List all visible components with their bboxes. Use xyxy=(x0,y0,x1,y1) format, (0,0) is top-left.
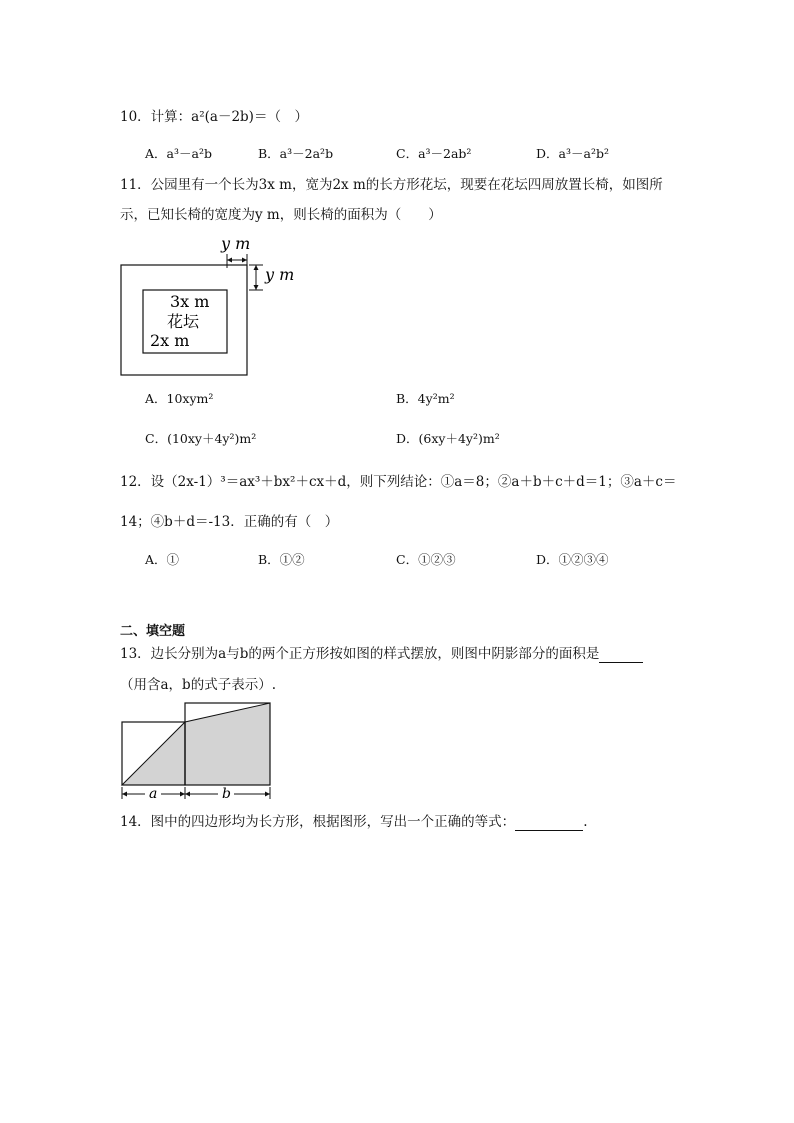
q12-stem-line2: 14；④b＋d＝-13．正确的有（ ） xyxy=(120,514,339,530)
q14-stem-tail: . xyxy=(583,814,588,830)
section-fill-in-title: 二、填空题 xyxy=(120,624,186,639)
q13-stem-line2: （用含a，b的式子表示）. xyxy=(120,677,276,693)
q13-label-b: b xyxy=(222,786,231,802)
q14-stem-text: 14．图中的四边形均为长方形，根据图形，写出一个正确的等式： xyxy=(120,814,516,830)
q11-option-b: B．4y²m² xyxy=(396,391,455,406)
q10-option-a: A．a³－a²b xyxy=(145,146,212,161)
q13-shaded-region xyxy=(122,703,270,785)
q12-option-c: C．①②③ xyxy=(396,552,456,567)
q13-stem-text: 13．边长分别为a与b的两个正方形按如图的样式摆放，则图中阴影部分的面积是 xyxy=(120,646,600,662)
q13-stem-line1 xyxy=(120,645,643,663)
q11-option-a: A．10xym² xyxy=(145,391,214,406)
q10-option-d: D．a³－a²b² xyxy=(536,146,609,161)
q11-label-top: y m xyxy=(221,234,251,253)
q12-option-a: A．① xyxy=(145,552,180,567)
q11-inner-label-length: 3x m xyxy=(170,292,210,311)
q10-option-b: B．a³－2a²b xyxy=(258,146,334,161)
q12-stem-line1: 12．设（2x-1）³＝ax³＋bx²＋cx＋d，则下列结论：①a＝8；②a＋b＋c＋d＝1；③a＋c＝ xyxy=(120,474,677,490)
q11-figure xyxy=(115,232,315,382)
q11-stem-line1: 11．公园里有一个长为3x m，宽为2x m的长方形花坛，现要在花坛四周放置长椅，如图所 xyxy=(120,177,663,193)
q14-stem-line xyxy=(120,813,587,831)
q12-option-d: D．①②③④ xyxy=(536,552,609,567)
q11-inner-label-bed: 花坛 xyxy=(167,312,200,331)
q10-option-c: C．a³－2ab² xyxy=(396,146,472,161)
q13-label-a: a xyxy=(149,786,158,802)
q12-option-b: B．①② xyxy=(258,552,305,567)
q11-option-d: D．(6xy＋4y²)m² xyxy=(396,431,500,446)
q13-answer-blank[interactable] xyxy=(599,648,643,663)
q11-stem-line2: 示，已知长椅的宽度为y m，则长椅的面积为（ ） xyxy=(120,207,442,223)
q11-label-right: y m xyxy=(265,265,295,284)
q11-inner-label-width: 2x m xyxy=(150,331,190,350)
q10-stem: 10．计算：a²(a－2b)＝（ ） xyxy=(120,109,308,125)
q11-option-c: C．(10xy＋4y²)m² xyxy=(145,431,257,446)
q14-answer-blank[interactable] xyxy=(515,816,583,831)
q13-figure xyxy=(115,697,285,807)
